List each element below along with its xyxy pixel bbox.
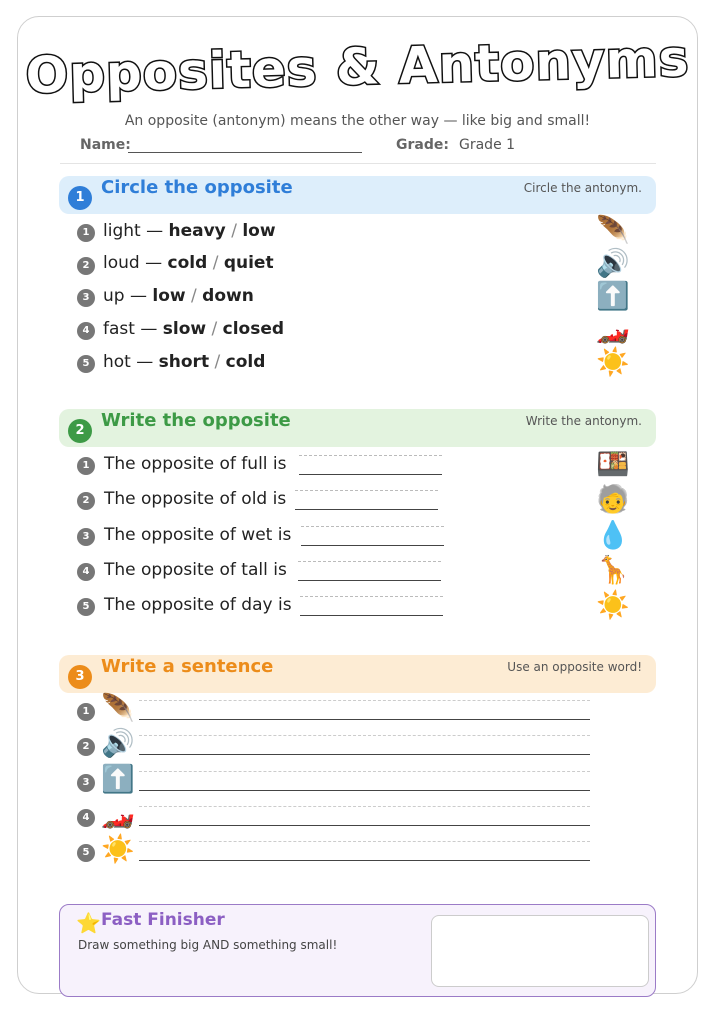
choice-b[interactable]: low [242, 221, 276, 241]
choice-a[interactable]: low [152, 286, 186, 306]
section-title: Circle the opposite [101, 177, 293, 198]
race-car-icon: 🏎️ [101, 799, 135, 830]
word: fast [103, 319, 135, 339]
item-number: 2 [77, 738, 95, 756]
section-instruction: Use an opposite word! [507, 660, 642, 674]
giraffe-icon: 🦒 [596, 555, 630, 586]
item-number: 1 [77, 224, 95, 242]
sentence-field[interactable] [139, 700, 590, 720]
dash: — [136, 352, 154, 372]
sentence-prompt: The opposite of wet is [104, 525, 292, 545]
section-title: Write the opposite [101, 410, 291, 431]
answer-field[interactable] [298, 561, 441, 581]
fast-finisher-instruction: Draw something big AND something small! [78, 938, 338, 952]
up-arrow-icon: ⬆️ [596, 281, 630, 312]
choice-a[interactable]: heavy [168, 221, 226, 241]
sentence-prompt: The opposite of tall is [104, 560, 287, 580]
list-item [103, 253, 274, 273]
dash: — [140, 319, 158, 339]
grade-value: Grade 1 [459, 137, 516, 153]
word: loud [103, 253, 140, 273]
choice-a[interactable]: short [158, 352, 210, 372]
choice-b[interactable]: down [202, 286, 254, 306]
item-number: 1 [77, 703, 95, 721]
section-1-header [59, 176, 656, 214]
section-title: Write a sentence [101, 656, 274, 677]
header-divider [60, 163, 656, 164]
section-number-badge: 2 [68, 419, 92, 443]
drawing-area[interactable] [431, 915, 649, 987]
answer-field[interactable] [301, 526, 444, 546]
section-number-badge: 1 [68, 186, 92, 210]
star-icon: ⭐ [76, 911, 101, 935]
page-subtitle: An opposite (antonym) means the other way — like big and small! [124, 113, 591, 129]
sentence-prompt: The opposite of old is [104, 489, 287, 509]
section-instruction: Write the antonym. [525, 414, 642, 428]
grade-label: Grade: [396, 137, 449, 153]
sentence-field[interactable] [139, 841, 590, 861]
item-number: 3 [77, 774, 95, 792]
answer-field[interactable] [300, 596, 443, 616]
feather-icon: 🪶 [596, 215, 630, 246]
item-number: 3 [77, 289, 95, 307]
item-number: 5 [77, 844, 95, 862]
word: up [103, 286, 125, 306]
slash: / [191, 286, 197, 306]
choice-a[interactable]: slow [162, 319, 207, 339]
word: light [103, 221, 141, 241]
slash: / [231, 221, 237, 241]
slash: / [214, 352, 221, 372]
choice-b[interactable]: closed [222, 319, 285, 339]
sentence-field[interactable] [139, 771, 590, 791]
item-number: 1 [77, 457, 95, 475]
list-item [103, 286, 254, 306]
choice-b[interactable]: cold [225, 352, 266, 372]
sun-icon: ☀️ [101, 834, 135, 865]
slash: / [212, 253, 219, 273]
dash: — [129, 286, 147, 306]
old-person-icon: 🧓 [596, 484, 630, 515]
answer-field[interactable] [295, 490, 438, 510]
item-number: 5 [77, 355, 95, 373]
sun-icon: ☀️ [596, 347, 630, 378]
fast-finisher-box [59, 904, 656, 997]
word: hot [103, 352, 131, 372]
page-title: Opposites & Antonyms [24, 29, 691, 105]
speaker-icon: 🔊 [101, 728, 135, 759]
sentence-field[interactable] [139, 806, 590, 826]
item-number: 5 [77, 598, 95, 616]
item-number: 2 [77, 492, 95, 510]
section-instruction: Circle the antonym. [523, 181, 642, 195]
item-number: 3 [77, 528, 95, 546]
section-number-badge: 3 [68, 665, 92, 689]
list-item [103, 352, 265, 372]
item-number: 4 [77, 563, 95, 581]
item-number: 4 [77, 809, 95, 827]
sentence-prompt: The opposite of day is [104, 595, 292, 615]
dash: — [145, 253, 163, 273]
list-item [103, 221, 276, 241]
sun-icon: ☀️ [596, 590, 630, 621]
item-number: 2 [77, 257, 95, 275]
choice-b[interactable]: quiet [223, 253, 274, 273]
name-field[interactable] [128, 152, 362, 153]
item-number: 4 [77, 322, 95, 340]
bento-box-icon: 🍱 [596, 449, 630, 480]
sentence-field[interactable] [139, 735, 590, 755]
section-3-header [59, 655, 656, 693]
race-car-icon: 🏎️ [596, 314, 630, 345]
speaker-icon: 🔊 [596, 248, 630, 279]
section-2-header [59, 409, 656, 447]
choice-a[interactable]: cold [167, 253, 208, 273]
sentence-prompt: The opposite of full is [104, 454, 287, 474]
droplet-icon: 💧 [596, 520, 630, 551]
list-item [103, 319, 284, 339]
feather-icon: 🪶 [101, 693, 135, 724]
name-label: Name: [80, 137, 131, 153]
fast-finisher-title: Fast Finisher [101, 910, 225, 930]
slash: / [211, 319, 218, 339]
up-arrow-icon: ⬆️ [101, 764, 135, 795]
answer-field[interactable] [299, 455, 442, 475]
dash: — [146, 221, 164, 241]
